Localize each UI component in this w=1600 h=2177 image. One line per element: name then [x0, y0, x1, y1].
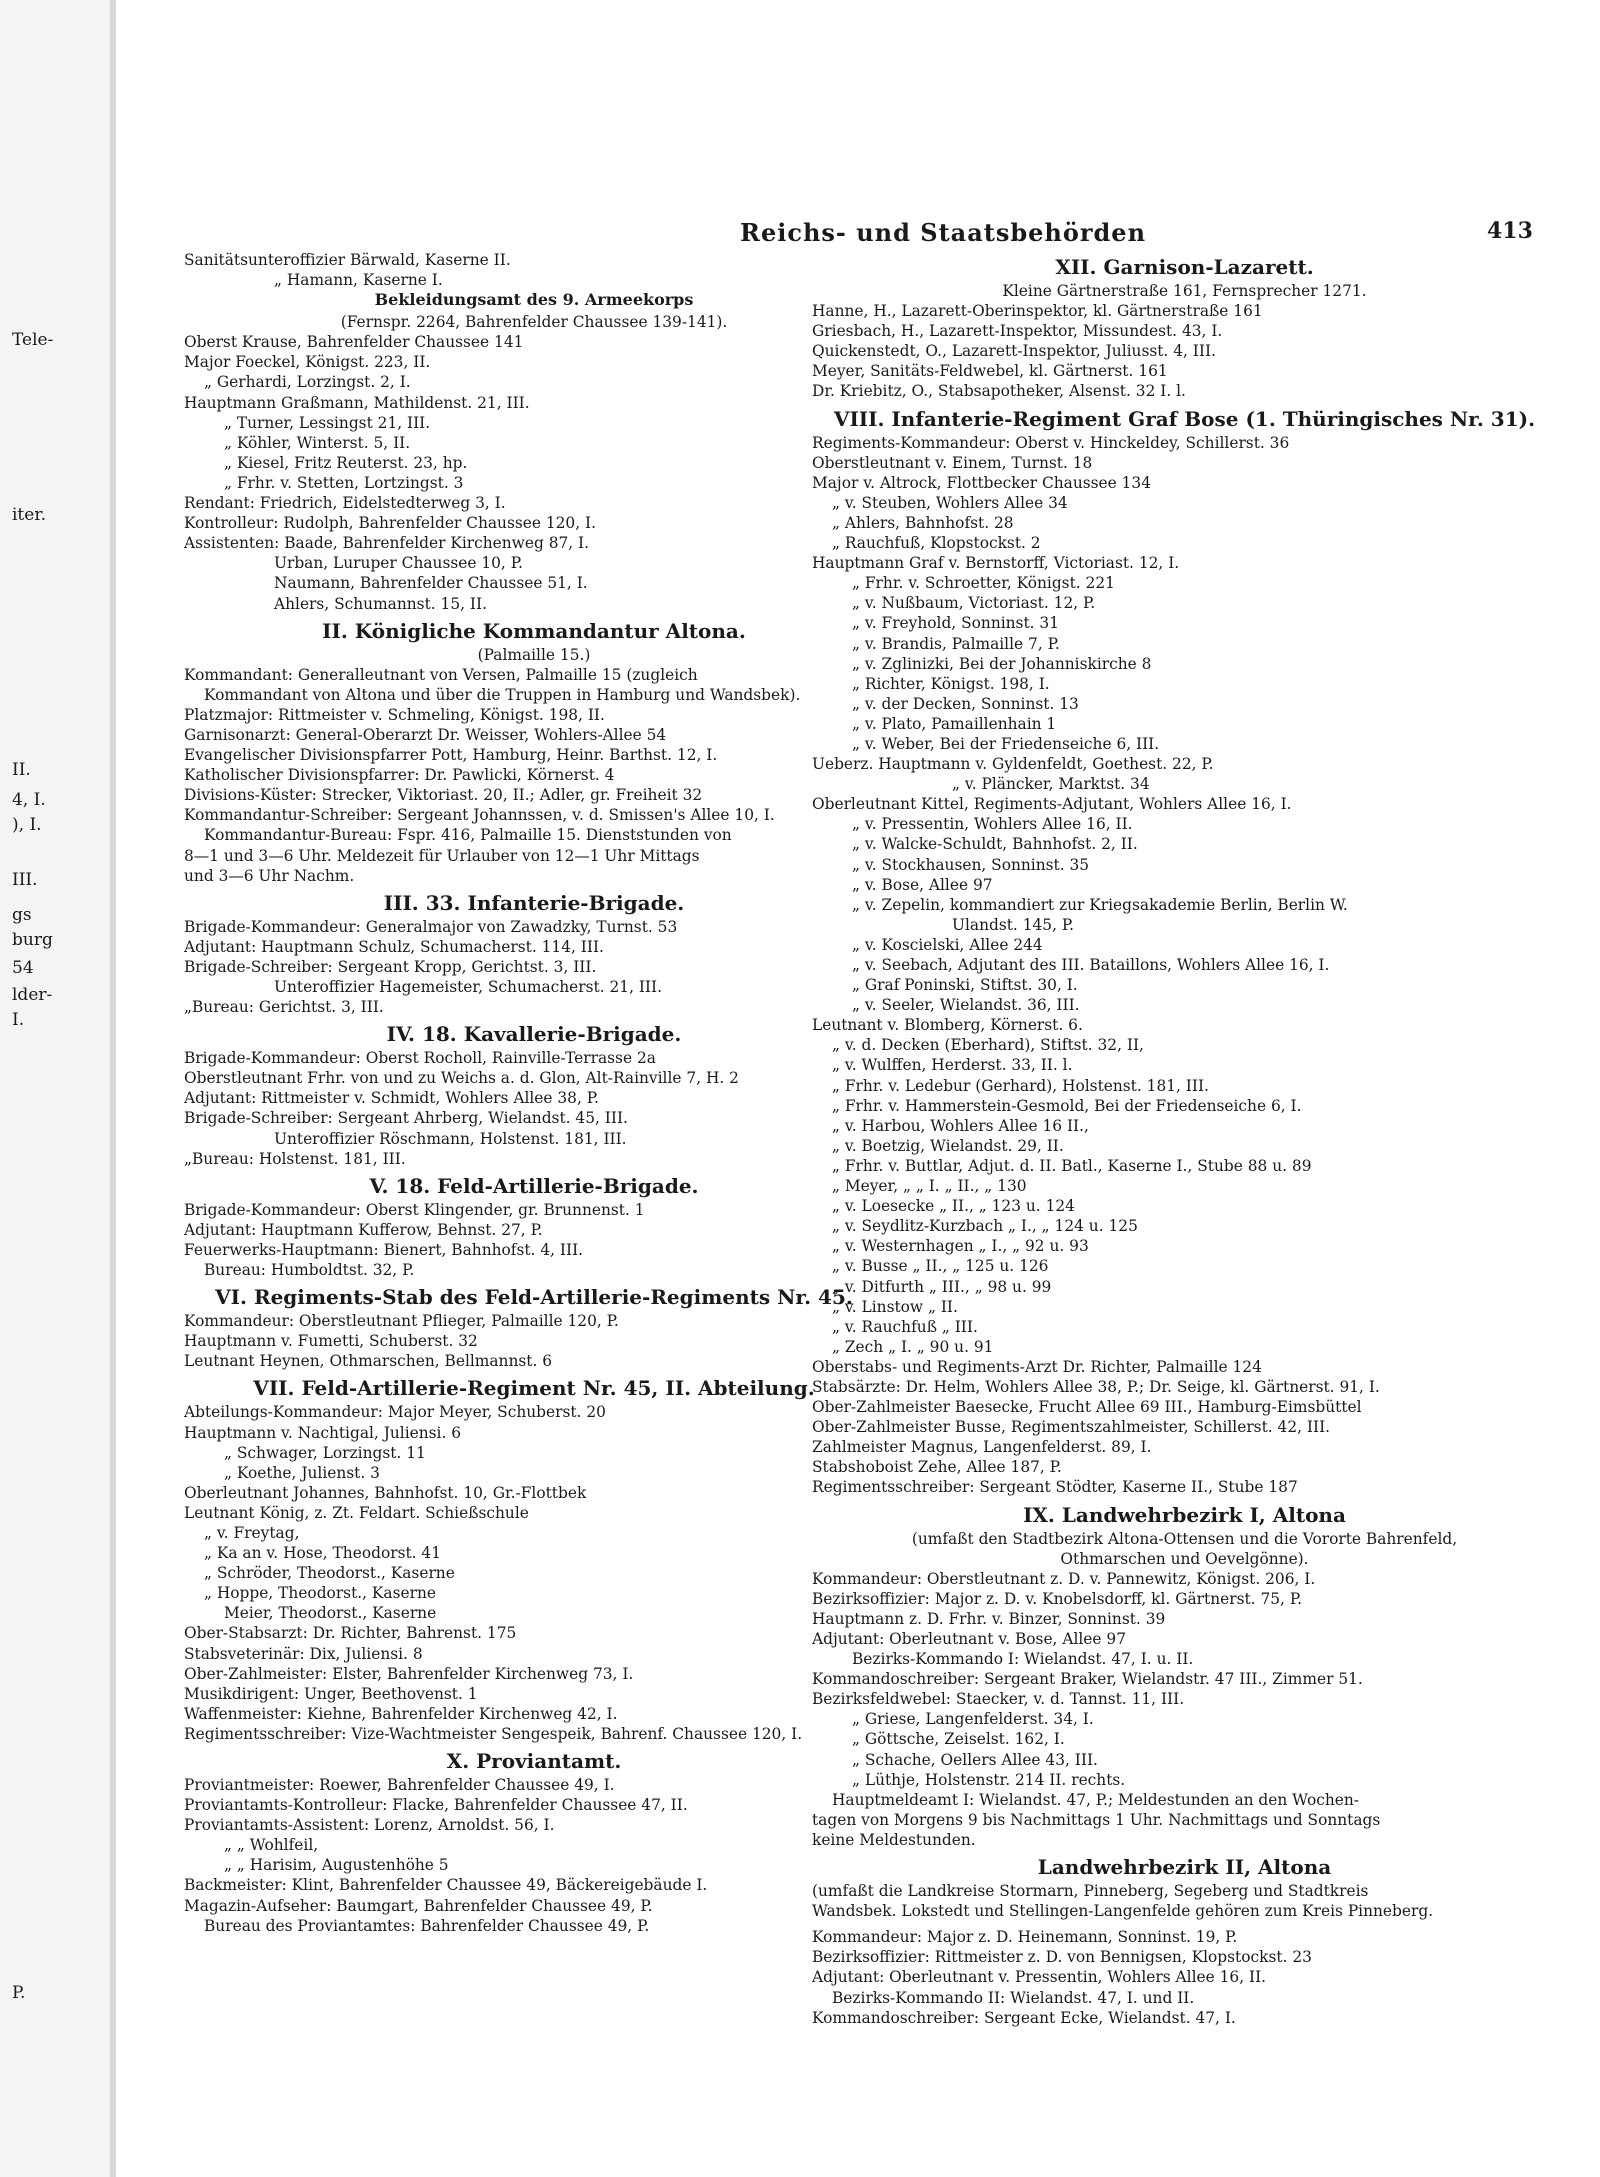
entry-line: „ Frhr. v. Hammerstein-Gesmold, Bei der Friedenseiche 6, I.: [832, 1096, 1302, 1115]
entry-line: Brigade-Kommandeur: Generalmajor von Zawadzky, Turnst. 53: [184, 917, 678, 936]
entry-line: „ Meyer, „ „ I. „ II., „ 130: [832, 1177, 1027, 1196]
entry-line: „ Schache, Oellers Allee 43, III.: [852, 1750, 1098, 1769]
prev-page-fragment: 54: [12, 958, 34, 978]
section-subtitle: (umfaßt den Stadtbezirk Altona-Ottensen und die Vororte Bahrenfeld,: [911, 1529, 1458, 1548]
entry-line: Brigade-Schreiber: Sergeant Ahrberg, Wielandst. 45, III.: [184, 1109, 628, 1128]
entry-line: „ v. Zepelin, kommandiert zur Kriegsakademie Berlin, Berlin W.: [852, 895, 1348, 914]
entry-line: Platzmajor: Rittmeister v. Schmeling, Königst. 198, II.: [184, 705, 605, 724]
entry-line: „ Griese, Langenfelderst. 34, I.: [852, 1710, 1094, 1729]
entry-line: Ueberz. Hauptmann v. Gyldenfeldt, Goethest. 22, P.: [812, 755, 1214, 774]
entry-line: „ v. Busse „ II., „ 125 u. 126: [832, 1257, 1049, 1276]
page-number: 413: [1487, 218, 1533, 244]
prev-page-fragment: lder-: [12, 985, 53, 1005]
entry-line: Magazin-Aufseher: Baumgart, Bahrenfelder Chaussee 49, P.: [184, 1896, 653, 1915]
entry-line: „ v. Steuben, Wohlers Allee 34: [832, 493, 1068, 512]
entry-line: Waffenmeister: Kiehne, Bahrenfelder Kirchenweg 42, I.: [184, 1704, 618, 1723]
entry-line: Meyer, Sanitäts-Feldwebel, kl. Gärtnerst. 161: [812, 362, 1168, 381]
entry-line: „ v. Bose, Allee 97: [852, 875, 993, 894]
section-heading: IV. 18. Kavallerie-Brigade.: [386, 1022, 682, 1047]
right-column: [812, 250, 1557, 2028]
section-heading: VIII. Infanterie-Regiment Graf Bose (1. Thüringisches Nr. 31).: [833, 406, 1536, 431]
entry-line: Adjutant: Oberleutnant v. Bose, Allee 97: [812, 1630, 1126, 1648]
entry-line: Meier, Theodorst., Kaserne: [224, 1604, 437, 1623]
entry-line: Kommandant: Generalleutnant von Versen, Palmaille 15 (zugleich: [184, 665, 698, 684]
entry-line: „ Kiesel, Fritz Reuterst. 23, hp.: [224, 453, 468, 472]
entry-line: Bezirks-Kommando II: Wielandst. 47, I. und II.: [832, 1988, 1195, 2007]
entry-line: „ Lüthje, Holstenstr. 214 II. rechts.: [852, 1770, 1126, 1789]
previous-page-edge: [0, 0, 113, 2177]
entry-line: Ober-Stabsarzt: Dr. Richter, Bahrenst. 175: [184, 1624, 517, 1643]
entry-line: Leutnant Heynen, Othmarschen, Bellmannst. 6: [184, 1352, 553, 1371]
entry-line: Brigade-Kommandeur: Oberst Klingender, gr. Brunnenst. 1: [184, 1200, 645, 1219]
entry-line: Sanitätsunteroffizier Bärwald, Kaserne II.: [184, 251, 511, 269]
entry-line: Oberleutnant Kittel, Regiments-Adjutant, Wohlers Allee 16, I.: [812, 795, 1292, 814]
entry-line: Ober-Zahlmeister: Elster, Bahrenfelder Kirchenweg 73, I.: [184, 1664, 634, 1683]
entry-line: „ v. Weber, Bei der Friedenseiche 6, III.: [852, 734, 1160, 753]
entry-line: „ Schwager, Lorzingst. 11: [224, 1443, 426, 1462]
section-heading: III. 33. Infanterie-Brigade.: [383, 890, 685, 915]
entry-line: Oberstleutnant Frhr. von und zu Weichs a. d. Glon, Alt-Rainville 7, H. 2: [184, 1069, 739, 1088]
entry-line: Hauptmann v. Nachtigal, Juliensi. 6: [184, 1423, 462, 1442]
entry-line: „ v. Wulffen, Herderst. 33, II. l.: [832, 1056, 1073, 1075]
entry-line: Musikdirigent: Unger, Beethovenst. 1: [184, 1684, 478, 1703]
entry-line: Brigade-Kommandeur: Oberst Rocholl, Rainville-Terrasse 2a: [184, 1049, 656, 1068]
entry-line: Bezirksfeldwebel: Staecker, v. d. Tannst. 11, III.: [812, 1690, 1185, 1709]
document-page: [120, 0, 1600, 2177]
entry-line: „ v. Pläncker, Marktst. 34: [952, 775, 1150, 794]
entry-line: Kommandoschreiber: Sergeant Braker, Wielandstr. 47 III., Zimmer 51.: [812, 1670, 1363, 1689]
entry-line: Kommandantur-Schreiber: Sergeant Johannssen, v. d. Smissen's Allee 10, I.: [184, 806, 775, 825]
entry-line: keine Meldestunden.: [812, 1830, 976, 1849]
entry-line: „ v. Rauchfuß „ III.: [832, 1317, 978, 1336]
entry-line: Oberst Krause, Bahrenfelder Chaussee 141: [184, 333, 524, 352]
entry-line: Kommandeur: Oberstleutnant Pflieger, Palmaille 120, P.: [184, 1312, 619, 1331]
entry-line: Stabsveterinär: Dix, Juliensi. 8: [184, 1644, 423, 1663]
entry-line: „ Köhler, Winterst. 5, II.: [224, 433, 411, 452]
entry-line: Katholischer Divisionspfarrer: Dr. Pawlicki, Körnerst. 4: [184, 766, 615, 785]
entry-line: (umfaßt die Landkreise Stormarn, Pinneberg, Segeberg und Stadtkreis: [812, 1882, 1369, 1901]
entry-line: Divisions-Küster: Strecker, Viktoriast. 20, II.; Adler, gr. Freiheit 32: [184, 786, 703, 805]
section-heading: Landwehrbezirk II, Altona: [1037, 1855, 1332, 1880]
entry-line: Assistenten: Baade, Bahrenfelder Kirchenweg 87, I.: [184, 534, 590, 553]
entry-line: tagen von Morgens 9 bis Nachmittags 1 Uhr. Nachmittags und Sonntags: [812, 1810, 1381, 1829]
prev-page-fragment: P.: [12, 1983, 26, 2003]
entry-line: „ v. Ditfurth „ III., „ 98 u. 99: [832, 1277, 1052, 1296]
entry-line: Stabsärzte: Dr. Helm, Wohlers Allee 38, P.; Dr. Seige, kl. Gärtnerst. 91, I.: [812, 1377, 1380, 1396]
entry-line: Ahlers, Schumannst. 15, II.: [274, 594, 487, 613]
entry-line: Kommandantur-Bureau: Fspr. 416, Palmaille 15. Dienststunden von: [204, 826, 732, 845]
entry-line: „ v. Plato, Pamaillenhain 1: [852, 714, 1057, 733]
entry-line: Hauptmann z. D. Frhr. v. Binzer, Sonninst. 39: [812, 1609, 1166, 1628]
prev-page-fragment: Tele-: [12, 330, 54, 350]
entry-line: „ „ Wohlfeil,: [224, 1836, 319, 1855]
entry-line: „Bureau: Holstenst. 181, III.: [184, 1149, 406, 1168]
entry-line: Dr. Kriebitz, O., Stabsapotheker, Alsenst. 32 I. l.: [812, 382, 1186, 401]
entry-line: Proviantmeister: Roewer, Bahrenfelder Chaussee 49, I.: [184, 1776, 615, 1794]
entry-line: Adjutant: Rittmeister v. Schmidt, Wohlers Allee 38, P.: [184, 1089, 599, 1108]
entry-line: Feuerwerks-Hauptmann: Bienert, Bahnhofst. 4, III.: [184, 1240, 584, 1259]
entry-line: Regimentsschreiber: Sergeant Stödter, Kaserne II., Stube 187: [812, 1478, 1298, 1497]
entry-line: Major Foeckel, Königst. 223, II.: [184, 353, 431, 372]
entry-line: Hanne, H., Lazarett-Oberinspektor, kl. Gärtnerstraße 161: [812, 302, 1263, 321]
section-heading: II. Königliche Kommandantur Altona.: [322, 618, 746, 643]
entry-line: „ Frhr. v. Stetten, Lortzingst. 3: [224, 473, 464, 492]
entry-line: Hauptmeldeamt I: Wielandst. 47, P.; Meldestunden an den Wochen-: [832, 1790, 1359, 1809]
section-heading: VI. Regiments-Stab des Feld-Artillerie-Regiments Nr. 45.: [215, 1285, 853, 1310]
entry-line: „ v. Harbou, Wohlers Allee 16 II.,: [832, 1116, 1089, 1135]
entry-line: „ Ahlers, Bahnhofst. 28: [832, 513, 1014, 532]
section-subtitle: (Palmaille 15.): [477, 645, 591, 664]
entry-line: Oberstleutnant v. Einem, Turnst. 18: [812, 453, 1093, 472]
prev-page-fragment: iter.: [12, 505, 46, 525]
section-subtitle: Kleine Gärtnerstraße 161, Fernsprecher 1271.: [1002, 282, 1367, 300]
entry-line: Garnisonarzt: General-Oberarzt Dr. Weisser, Wohlers-Allee 54: [184, 725, 667, 744]
entry-line: Adjutant: Oberleutnant v. Pressentin, Wohlers Allee 16, II.: [812, 1968, 1267, 1987]
entry-line: „ Hamann, Kaserne I.: [274, 271, 443, 290]
entry-line: „ v. Seeler, Wielandst. 36, III.: [852, 996, 1080, 1015]
entry-line: „ v. Pressentin, Wohlers Allee 16, II.: [852, 815, 1133, 834]
entry-line: „ v. Koscielski, Allee 244: [852, 935, 1043, 954]
entry-line: Quickenstedt, O., Lazarett-Inspektor, Juliusst. 4, III.: [812, 342, 1216, 361]
prev-page-fragment: II.: [12, 760, 31, 780]
entry-line: Stabshoboist Zehe, Allee 187, P.: [812, 1458, 1062, 1477]
entry-line: Bureau des Proviantamtes: Bahrenfelder Chaussee 49, P.: [204, 1916, 650, 1935]
entry-line: „ v. Stockhausen, Sonninst. 35: [852, 855, 1090, 874]
entry-line: „ Gerhardi, Lorzingst. 2, I.: [204, 373, 411, 392]
section-subtitle: (Fernspr. 2264, Bahrenfelder Chaussee 139-141).: [340, 313, 728, 332]
entry-line: „ Göttsche, Zeiselst. 162, I.: [852, 1730, 1065, 1749]
entry-line: Kommandoschreiber: Sergeant Ecke, Wielandst. 47, I.: [812, 2008, 1236, 2027]
entry-line: „ v. Seebach, Adjutant des III. Bataillons, Wohlers Allee 16, I.: [852, 956, 1330, 974]
entry-line: Bezirksoffizier: Major z. D. v. Knobelsdorff, kl. Gärtnerst. 75, P.: [812, 1589, 1302, 1608]
entry-line: Naumann, Bahrenfelder Chaussee 51, I.: [274, 574, 588, 593]
entry-line: Ober-Zahlmeister Baesecke, Frucht Allee 69 III., Hamburg-Eimsbüttel: [812, 1398, 1362, 1417]
section-heading: VII. Feld-Artillerie-Regiment Nr. 45, II. Abteilung.: [253, 1376, 815, 1401]
entry-line: Rendant: Friedrich, Eidelstedterweg 3, I.: [184, 494, 506, 513]
entry-line: Zahlmeister Magnus, Langenfelderst. 89, I.: [812, 1438, 1152, 1457]
entry-line: „ v. d. Decken (Eberhard), Stiftst. 32, II,: [832, 1036, 1144, 1055]
entry-line: Leutnant v. Blomberg, Körnerst. 6.: [812, 1016, 1083, 1035]
entry-line: Kontrolleur: Rudolph, Bahrenfelder Chaussee 120, I.: [184, 514, 596, 533]
entry-line: „ Richter, Königst. 198, I.: [852, 674, 1050, 693]
prev-page-fragment: 4, I.: [12, 790, 46, 810]
entry-line: Unteroffizier Hagemeister, Schumacherst. 21, III.: [274, 978, 662, 996]
entry-line: Backmeister: Klint, Bahrenfelder Chaussee 49, Bäckereigebäude I.: [184, 1876, 708, 1895]
entry-line: Ober-Zahlmeister Busse, Regimentszahlmeister, Schillerst. 42, III.: [812, 1418, 1331, 1437]
entry-line: „ v. Seydlitz-Kurzbach „ I., „ 124 u. 125: [832, 1217, 1138, 1236]
section-subtitle: Bekleidungsamt des 9. Armeekorps: [374, 290, 694, 310]
entry-line: „ Zech „ I. „ 90 u. 91: [832, 1337, 994, 1356]
entry-line: Urban, Luruper Chaussee 10, P.: [274, 554, 523, 573]
prev-page-fragment: burg: [12, 930, 53, 950]
entry-line: Evangelischer Divisionspfarrer Pott, Hamburg, Heinr. Barthst. 12, I.: [184, 746, 718, 765]
entry-line: Bezirks-Kommando I: Wielandst. 47, I. u. II.: [852, 1650, 1194, 1669]
entry-line: Hauptmann v. Fumetti, Schuberst. 32: [184, 1332, 478, 1351]
prev-page-fragment: gs: [12, 905, 32, 925]
entry-line: Hauptmann Graßmann, Mathildenst. 21, III.: [184, 393, 530, 412]
entry-line: „ v. Boetzig, Wielandst. 29, II.: [832, 1136, 1064, 1155]
entry-line: „ Rauchfuß, Klopstockst. 2: [832, 534, 1041, 553]
entry-line: „Bureau: Gerichtst. 3, III.: [184, 998, 384, 1017]
entry-line: „ Hoppe, Theodorst., Kaserne: [204, 1584, 436, 1603]
section-heading: IX. Landwehrbezirk I, Altona: [1023, 1502, 1346, 1527]
entry-line: 8—1 und 3—6 Uhr. Meldezeit für Urlauber von 12—1 Uhr Mittags: [184, 846, 700, 865]
entry-line: Griesbach, H., Lazarett-Inspektor, Missundest. 43, I.: [812, 322, 1223, 341]
entry-line: Oberstabs- und Regiments-Arzt Dr. Richter, Palmaille 124: [812, 1357, 1262, 1376]
entry-line: Bezirksoffizier: Rittmeister z. D. von Bennigsen, Klopstockst. 23: [812, 1948, 1312, 1967]
entry-line: Brigade-Schreiber: Sergeant Kropp, Gerichtst. 3, III.: [184, 957, 597, 976]
entry-line: „ v. Freyhold, Sonninst. 31: [852, 614, 1060, 633]
entry-line: Bureau: Humboldtst. 32, P.: [204, 1261, 415, 1280]
entry-line: „ v. Westernhagen „ I., „ 92 u. 93: [832, 1237, 1089, 1256]
entry-line: Kommandeur: Oberstleutnant z. D. v. Pannewitz, Königst. 206, I.: [812, 1569, 1316, 1588]
section-subtitle: Othmarschen und Oevelgönne).: [1060, 1549, 1309, 1568]
entry-line: „ Turner, Lessingst 21, III.: [224, 413, 431, 432]
entry-line: „ v. der Decken, Sonninst. 13: [852, 694, 1079, 713]
entry-line: und 3—6 Uhr Nachm.: [184, 866, 355, 885]
entry-line: Adjutant: Hauptmann Schulz, Schumacherst. 114, III.: [184, 937, 604, 956]
left-column: [184, 250, 884, 1936]
entry-line: Leutnant König, z. Zt. Feldart. Schießschule: [184, 1503, 529, 1522]
entry-line: „ Koethe, Julienst. 3: [224, 1463, 380, 1482]
entry-line: „ v. Freytag,: [204, 1523, 300, 1542]
entry-line: Ulandst. 145, P.: [952, 915, 1074, 934]
entry-line: „ Ka an v. Hose, Theodorst. 41: [204, 1544, 442, 1563]
entry-line: „ Graf Poninski, Stiftst. 30, I.: [852, 976, 1078, 995]
entry-line: „ v. Zglinizki, Bei der Johanniskirche 8: [852, 654, 1152, 673]
entry-line: Abteilungs-Kommandeur: Major Meyer, Schuberst. 20: [184, 1403, 606, 1422]
prev-page-fragment: III.: [12, 870, 38, 890]
entry-line: „ Frhr. v. Ledebur (Gerhard), Holstenst. 181, III.: [832, 1076, 1209, 1095]
section-heading: V. 18. Feld-Artillerie-Brigade.: [369, 1173, 699, 1198]
entry-line: Kommandeur: Major z. D. Heinemann, Sonninst. 19, P.: [812, 1928, 1238, 1947]
entry-line: „ Schröder, Theodorst., Kaserne: [204, 1564, 455, 1583]
entry-line: Regiments-Kommandeur: Oberst v. Hinckeldey, Schillerst. 36: [812, 433, 1290, 452]
entry-line: Unteroffizier Röschmann, Holstenst. 181, III.: [274, 1129, 627, 1148]
section-heading: XII. Garnison-Lazarett.: [1055, 255, 1314, 279]
entry-line: „ Frhr. v. Schroetter, Königst. 221: [852, 574, 1115, 593]
entry-line: „ „ Harisim, Augustenhöhe 5: [224, 1856, 449, 1875]
entry-line: „ v. Brandis, Palmaille 7, P.: [852, 634, 1060, 653]
entry-line: Proviantamts-Kontrolleur: Flacke, Bahrenfelder Chaussee 47, II.: [184, 1796, 688, 1815]
prev-page-fragment: I.: [12, 1010, 25, 1030]
entry-line: Kommandant von Altona und über die Truppen in Hamburg und Wandsbek).: [204, 685, 801, 704]
entry-line: Wandsbek. Lokstedt und Stellingen-Langenfelde gehören zum Kreis Pinneberg.: [812, 1902, 1434, 1921]
prev-page-fragment: ), I.: [12, 815, 42, 835]
entry-line: Adjutant: Hauptmann Kufferow, Behnst. 27, P.: [184, 1220, 543, 1239]
entry-line: „ v. Nußbaum, Victoriast. 12, P.: [852, 594, 1096, 613]
entry-line: Proviantamts-Assistent: Lorenz, Arnoldst. 56, I.: [184, 1816, 555, 1835]
running-header: Reichs- und Staatsbehörden: [740, 218, 1147, 247]
entry-line: Hauptmann Graf v. Bernstorff, Victoriast. 12, I.: [812, 554, 1180, 573]
entry-line: „ Frhr. v. Buttlar, Adjut. d. II. Batl., Kaserne I., Stube 88 u. 89: [832, 1156, 1312, 1175]
section-heading: X. Proviantamt.: [446, 1749, 622, 1773]
entry-line: „ v. Linstow „ II.: [832, 1297, 958, 1316]
entry-line: „ v. Walcke-Schuldt, Bahnhofst. 2, II.: [852, 835, 1138, 854]
entry-line: Major v. Altrock, Flottbecker Chaussee 134: [812, 473, 1152, 492]
entry-line: Oberleutnant Johannes, Bahnhofst. 10, Gr.-Flottbek: [184, 1483, 587, 1502]
entry-line: Regimentsschreiber: Vize-Wachtmeister Sengespeik, Bahrenf. Chaussee 120, I.: [184, 1724, 803, 1743]
entry-line: „ v. Loesecke „ II., „ 123 u. 124: [832, 1197, 1075, 1216]
page-fold-shadow: [110, 0, 116, 2177]
